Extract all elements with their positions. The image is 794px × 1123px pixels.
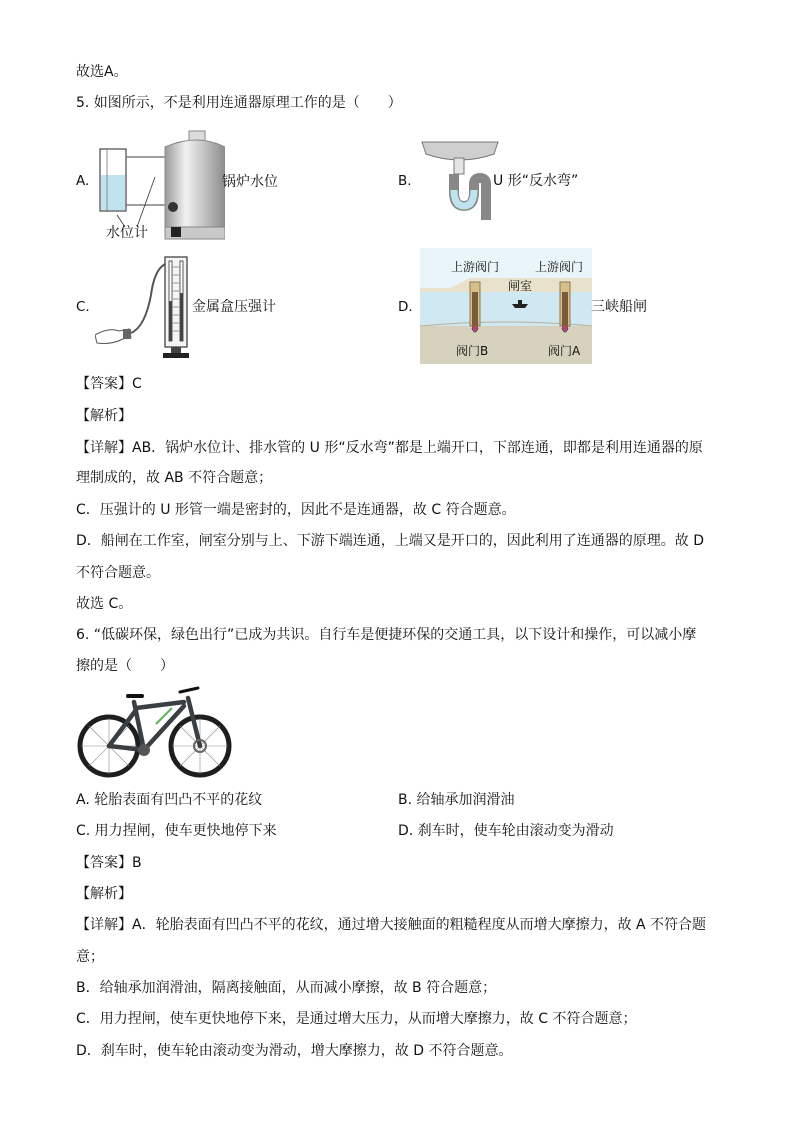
q6-option-a: A. 轮胎表面有凹凸不平的花纹 <box>76 792 263 808</box>
q5-option-c-caption: 金属盒压强计 <box>192 299 276 315</box>
lock-label-valve-b: 阀门B <box>456 344 489 358</box>
q6-option-c: C. 用力捏闸，使车更快地停下来 <box>76 823 277 839</box>
q5-option-a-letter: A. <box>76 173 90 189</box>
q5-option-b-caption: U 形“反水弯” <box>493 173 579 189</box>
q5-option-a-caption: 锅炉水位 <box>222 174 278 190</box>
q6-detail-line: 意； <box>76 949 104 965</box>
q5-option-d-caption: 三峡船闸 <box>591 299 647 315</box>
lock-label-chamber: 闸室 <box>508 279 533 293</box>
q6-answer: 【答案】B <box>76 855 142 871</box>
q5-option-c-letter: C. <box>76 299 90 315</box>
q5-answer: 【答案】C <box>76 376 142 392</box>
q5-detail-line: 【详解】AB．锅炉水位计、排水管的 U 形“反水弯”都是上端开口，下部连通，即都是利用连通器的原 <box>76 440 703 456</box>
q5-detail-line: 故选 C。 <box>76 596 133 612</box>
lock-label-upstream-left: 上游阀门 <box>451 260 500 274</box>
q5-stem: 5. 如图所示，不是利用连通器原理工作的是（ ） <box>76 95 402 111</box>
q6-detail-line: D．刹车时，使车轮由滚动变为滑动，增大摩擦力，故 D 不符合题意。 <box>76 1043 513 1059</box>
q6-stem: 擦的是（ ） <box>76 658 174 674</box>
q5-option-a-sublabel: 水位计 <box>106 225 148 241</box>
lock-label-upstream-right: 上游阀门 <box>535 260 584 274</box>
q6-stem: 6. “低碳环保，绿色出行”已成为共识。自行车是便捷环保的交通工具，以下设计和操作，可以减小摩 <box>76 627 697 643</box>
pressure-gauge-figure <box>95 255 195 360</box>
q6-option-d: D. 刹车时，使车轮由滚动变为滑动 <box>398 823 614 839</box>
bicycle-figure <box>76 684 234 782</box>
q6-detail-line: B．给轴承加润滑油，隔离接触面，从而减小摩擦，故 B 符合题意； <box>76 980 497 996</box>
q6-detail-line: C．用力捏闸，使车更快地停下来，是通过增大压力，从而增大摩擦力，故 C 不符合题意； <box>76 1011 637 1027</box>
q5-detail-line: 不符合题意。 <box>76 565 160 581</box>
q5-detail-line: 理制成的，故 AB 不符合题意； <box>76 470 273 486</box>
lock-label-valve-a: 阀门A <box>548 344 581 358</box>
q6-option-b: B. 给轴承加润滑油 <box>398 792 515 808</box>
previous-conclusion: 故选A。 <box>76 64 128 80</box>
q5-detail-line: C．压强计的 U 形管一端是密封的，因此不是连通器，故 C 符合题意。 <box>76 502 516 518</box>
u-trap-figure <box>420 140 500 220</box>
q6-detail-line: 【详解】A．轮胎表面有凹凸不平的花纹，通过增大接触面的粗糙程度从而增大摩擦力，故 A 不符合题 <box>76 917 707 933</box>
q5-option-b-letter: B. <box>398 173 412 189</box>
q5-option-d-letter: D. <box>398 299 413 315</box>
q6-analysis-title: 【解析】 <box>76 886 132 902</box>
q5-analysis-title: 【解析】 <box>76 408 132 424</box>
q5-detail-line: D．船闸在工作室，闸室分别与上、下游下端连通，上端又是开口的，因此利用了连通器的原理。故 D <box>76 533 705 549</box>
